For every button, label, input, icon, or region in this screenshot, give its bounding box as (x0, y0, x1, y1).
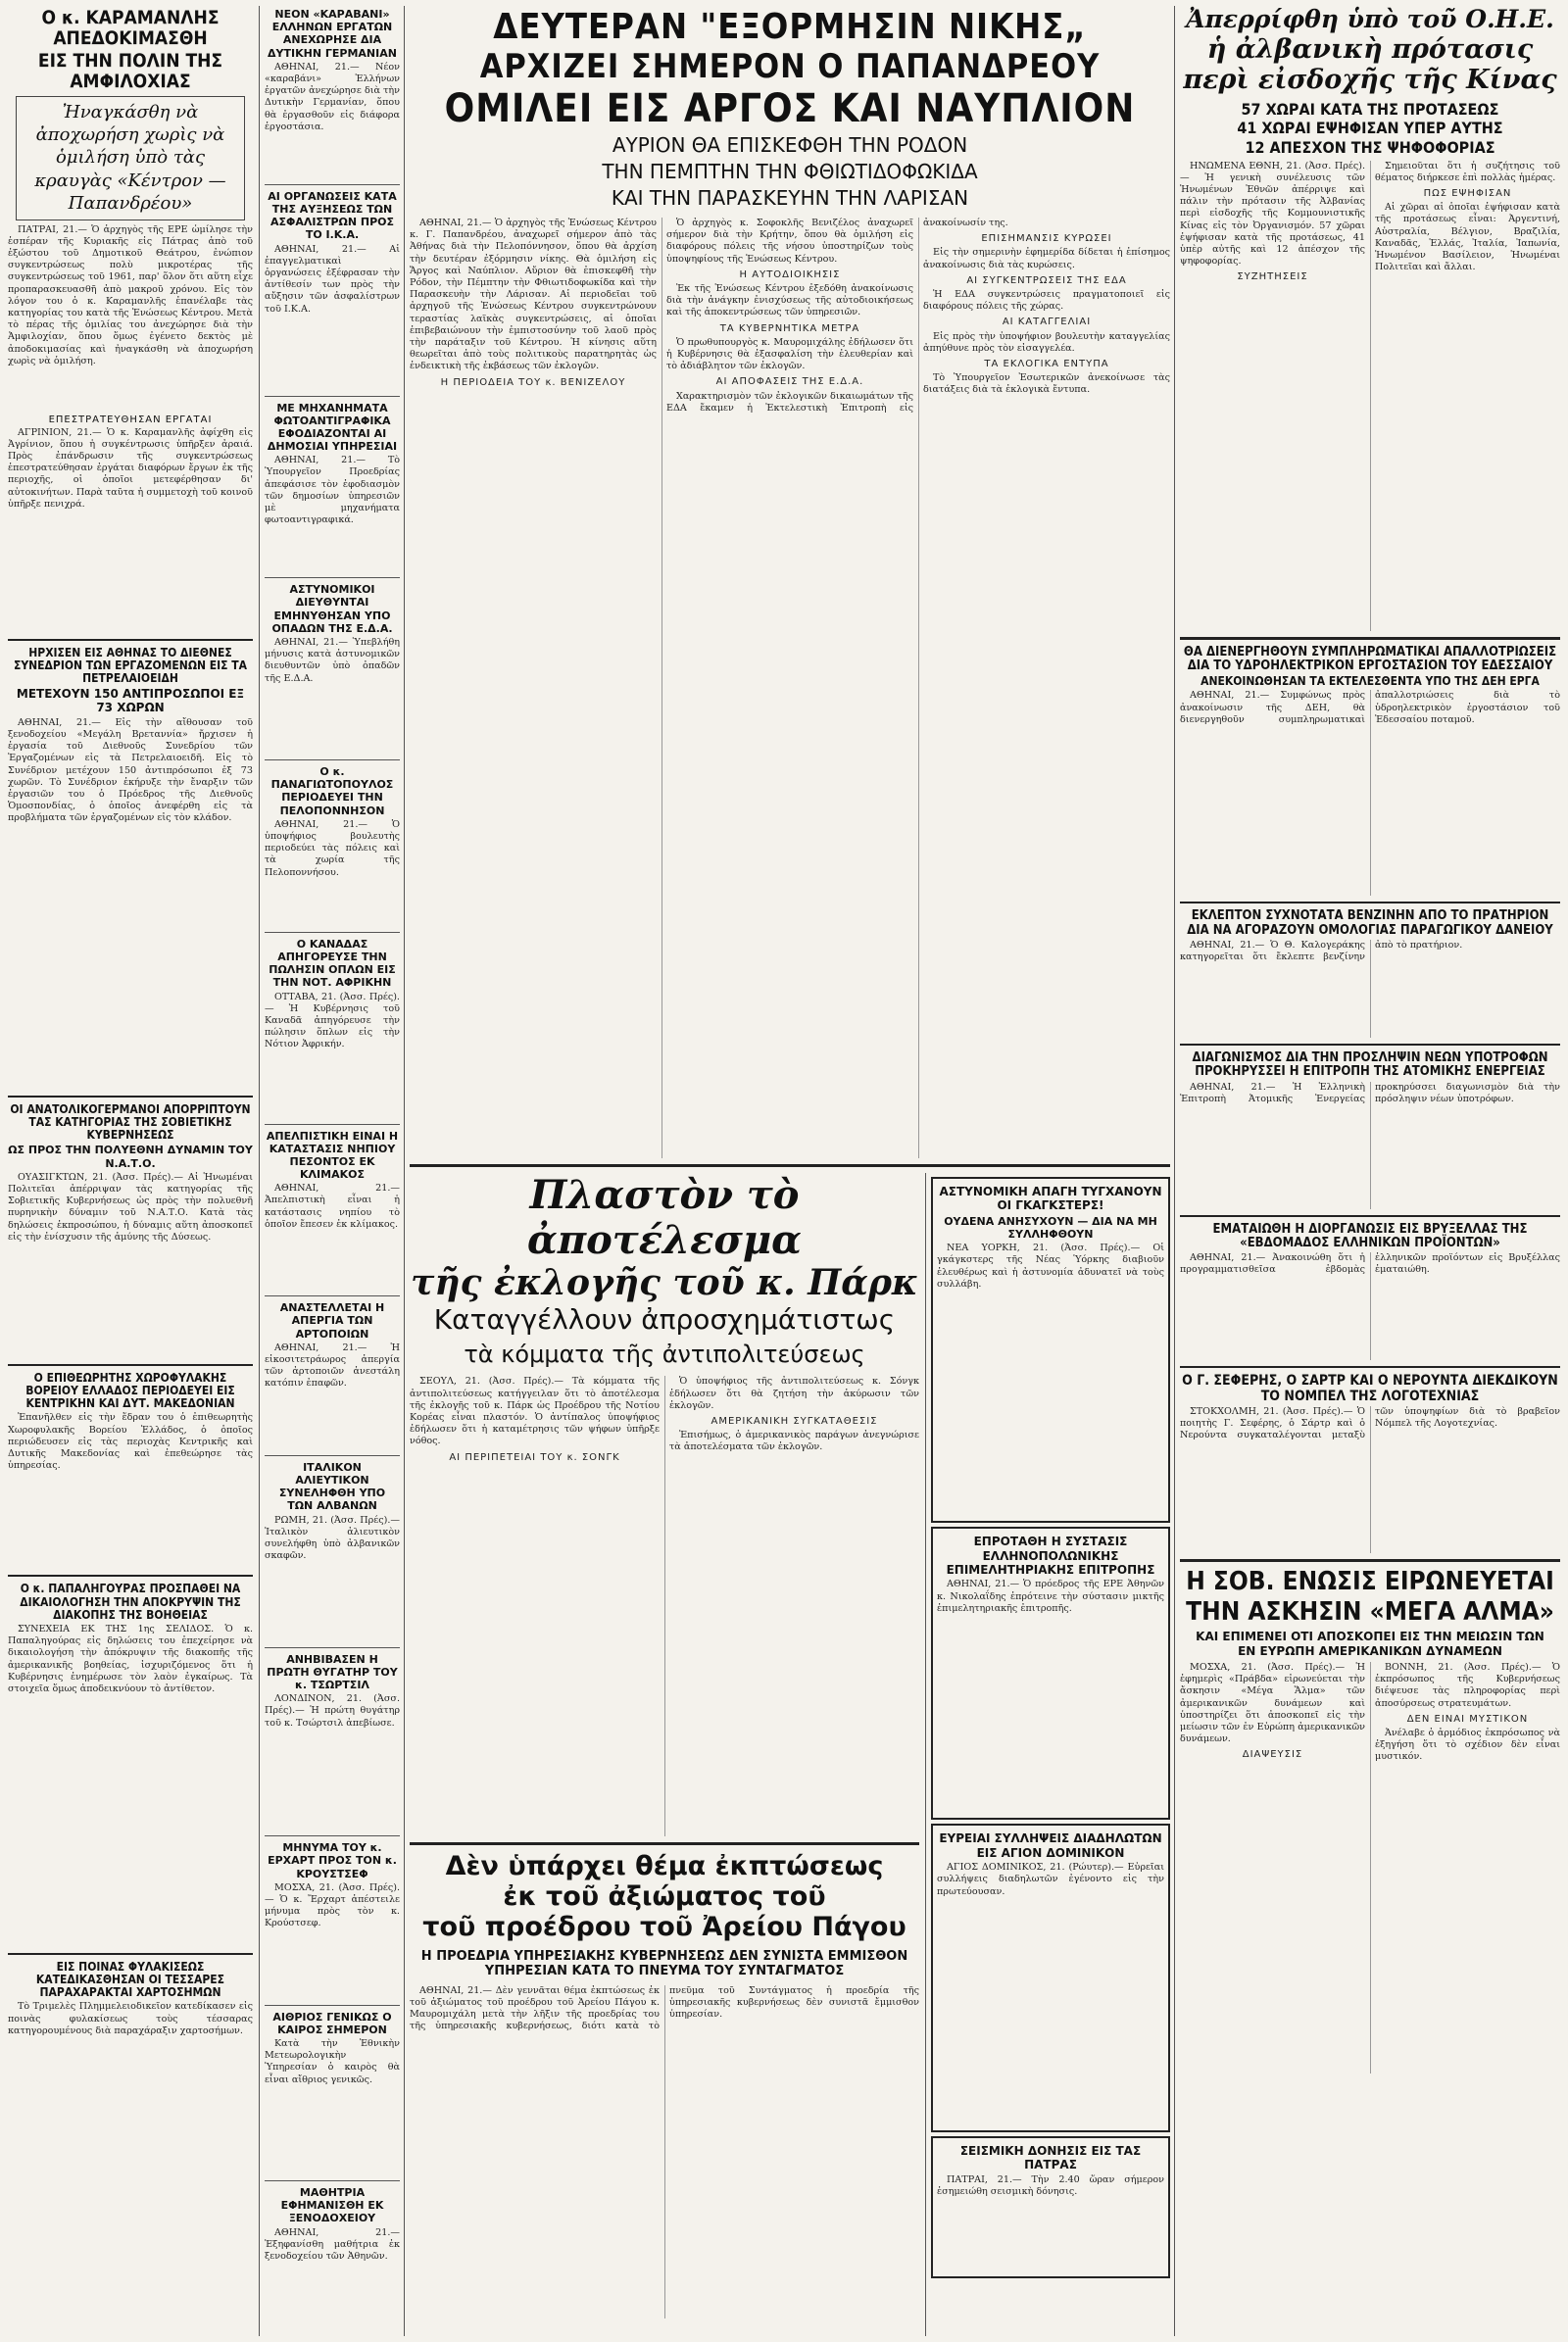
lead-article-papandreou (410, 8, 1170, 1158)
paragraph: ΑΘΗΝΑΙ, 21.— Ὁ ἀρχηγὸς τῆς Ἑνώσεως Κέντρου κ. Γ. Παπανδρέου, ἀναχωρεῖ σήμερον ἀπὸ τὰς Ἀθήνας διὰ τὴν Πελοπόννησον, ὅπου θὰ ἀρχίση τὴν δευτέραν ἐξόρμησιν νίκης. Θὰ ὁμιλήση εἰς Ἄργος καὶ Ναύπλιον. Αὔριον θὰ ἐπισκεφθῆ τὴν Ρόδον, τὴν Πέμπτην τὴν Φθιωτιδοφωκίδα καὶ τὴν Παρασκευὴν τὴν Λάρισαν. Αἱ περιοδεῖαι τοῦ ἀρχηγοῦ τῆς Ἑνώσεως Κέντρου συγκεντρώνουν τεραστίας λαϊκὰς συγκεντρώσεις, αἱ ὁποῖαι ἐπιβεβαιώνουν τὴν ἐμπιστοσύνην τοῦ λαοῦ πρὸς τὴν παράταξιν τοῦ Κέντρου. Ἡ κίνησις αὕτη θεωρεῖται ἀπὸ τοὺς πολιτικοὺς παρατηρητὰς ὡς ἐνδεικτικὴ τῆς ἐκβάσεως τῶν ἐκλογῶν. (410, 217, 657, 372)
article-papaligouras (8, 1583, 253, 1947)
headline: Πλαστὸν τὸ ἀποτέλεσμα (527, 1172, 802, 1263)
paragraph: ΣΕΟΥΛ, 21. (Ἀσσ. Πρές).— Τὰ κόμματα τῆς ἀντιπολιτεύσεως κατήγγειλαν ὅτι τὸ ἀποτέλεσμα τῆς ἐκλογῆς τοῦ κ. Πάρκ ὡς Προέδρου τῆς Νοτίου Κορέας εἶναι πλαστόν. Ὁ ἀντίπαλος ὑποψήφιος ἐδήλωσεν ὅτι ἡ καταμέτρησις τῶν ψήφων ὑπῆρξε νόθος. (410, 1376, 660, 1447)
subheading: ΑΙ ΣΥΓΚΕΝΤΡΩΣΕΙΣ ΤΗΣ ΕΔΑ (966, 274, 1127, 286)
paragraph: ΟΥΑΣΙΓΚΤΩΝ, 21. (Ἀσσ. Πρές).— Αἱ Ἡνωμέναι Πολιτεῖαι ἀπέρριψαν τὰς κατηγορίας τῆς Σοβιετικῆς Κυβερνήσεως ὡς πρὸς τὴν πολυεθνῆ πυρηνικὴν δύναμιν τοῦ Ν.Α.Τ.Ο. Κατὰ τὰς δηλώσεις ἐκπροσώπου, ἡ δύναμις αὕτη ἀποσκοπεῖ εἰς τὴν ἐνίσχυσιν τῆς ἀμύνης τῆς Δύσεως. (8, 1171, 253, 1243)
subheadline: ΑΥΡΙΟΝ ΘΑ ΕΠΙΣΚΕΦΘΗ ΤΗΝ ΡΟΔΟΝ (612, 132, 968, 157)
article-body (1180, 690, 1560, 896)
headline: ΣΕΙΣΜΙΚΗ ΔΟΝΗΣΙΣ ΕΙΣ ΤΑΣ ΠΑΤΡΑΣ (959, 2144, 1142, 2172)
paragraph: Ἐπισήμως, ὁ ἀμερικανικὸς παράγων ἀνεγνώρισε τὰ ἀποτελέσματα τῶν ἐκλογῶν. (669, 1430, 919, 1453)
headline: Η ΣΟΒ. ΕΝΩΣΙΣ ΕΙΡΩΝΕΥΕΤΑΙ (1186, 1566, 1554, 1596)
headline: ΕΙΣ ΠΟΙΝΑΣ ΦΥΛΑΚΙΣΕΩΣ ΚΑΤΕΔΙΚΑΣΘΗΣΑΝ ΟΙ ΤΕΣΣΑΡΕΣ ΠΑΡΑΧΑΡΑΚΤΑΙ ΧΑΡΤΟΣΗΜΩΝ (35, 1959, 225, 2000)
headline: Ο ΕΠΙΘΕΩΡΗΤΗΣ ΧΩΡΟΦΥΛΑΚΗΣ ΒΟΡΕΙΟΥ ΕΛΛΑΔΟΣ ΠΕΡΙΟΔΕΥΕΙ ΕΙΣ ΚΕΝΤΡΙΚΗΝ ΚΑΙ ΔΥΤ. ΜΑΚΕΔΟΝΙΑΝ (25, 1370, 235, 1411)
article-body (265, 1342, 400, 1450)
column-rule (1174, 6, 1175, 2336)
subheading: ΑΙ ΠΕΡΙΠΕΤΕΙΑΙ ΤΟΥ κ. ΣΟΝΓΚ (449, 1451, 620, 1463)
brief-canada (265, 938, 400, 1119)
subheading: Η ΑΥΤΟΔΙΟΙΚΗΣΙΣ (739, 268, 841, 280)
paragraph: Ἀνέλαβε ὁ ἀρμόδιος ἐκπρόσωπος νὰ ἐξηγήση ὅτι τὸ σχέδιον δὲν εἶναι μυστικόν. (1375, 1727, 1560, 1763)
headline: ΜΑΘΗΤΡΙΑ ΕΦΗΜΑΝΙΣΘΗ ΕΚ ΞΕΝΟΔΟΧΕΙΟΥ (280, 2186, 384, 2225)
article-body (410, 1376, 919, 1836)
brief-ika (265, 190, 400, 391)
article-body (265, 1183, 400, 1291)
headline: ΤΗΝ ΑΣΚΗΣΙΝ «ΜΕΓΑ ΑΛΜΑ» (1186, 1596, 1554, 1627)
paragraph: Εἰς τὴν σημερινὴν ἐφημερίδα δίδεται ἡ ἐπίσημος ἀνακοίνωσις διὰ τὰς κυρώσεις. (923, 247, 1170, 270)
brief-police-eda (265, 583, 400, 755)
paragraph: ΑΓΡΙΝΙΟΝ, 21.— Ὁ κ. Καραμανλῆς ἀφίχθη εἰς Ἀγρίνιον, ὅπου ἡ συγκέντρωσις ὑπῆρξεν ἀραιά. Πρὸς ἐπάνδρωσιν τῆς συγκεντρώσεως ἐπεστρατεύθησαν ἐργάται διαφόρων ἔργων ἐκ τῆς περιοχῆς, οἱ ὁποῖοι μετεφέρθησαν δι' αὐτοκινήτων. Παρὰ ταῦτα ἡ συμμετοχὴ τοῦ κοινοῦ ὑπῆρξε πενιχρά. (8, 426, 253, 510)
paragraph: ΑΘΗΝΑΙ, 21.— Ἡ Ἑλληνικὴ Ἐπιτροπὴ Ἀτομικῆς Ἐνεργείας προκηρύσσει διαγωνισμὸν διὰ τὴν πρόσληψιν νέων ὑποτρόφων. (1180, 1081, 1560, 1104)
article-body (265, 455, 400, 572)
paragraph: Ἐπανῆλθεν εἰς τὴν ἕδραν του ὁ ἐπιθεωρητὴς Χωροφυλακῆς Βορείου Ἑλλάδος, ὁ ὁποῖος περιώδευσεν εἰς τὰς περιοχὰς Κεντρικῆς καὶ Δυτικῆς Μακεδονίας καὶ ἐπεθεώρησε τὰς ὑπηρεσίας. (8, 1412, 253, 1472)
paragraph: ΑΘΗΝΑΙ, 21.— Ἀπελπιστικὴ εἶναι ἡ κατάστασις νηπίου τὸ ὁποῖον ἔπεσεν ἐκ κλίμακος. (265, 1183, 400, 1230)
column-rule (925, 1173, 926, 2336)
paragraph: ΣΥΝΕΧΕΙΑ ΕΚ ΤΗΣ 1ης ΣΕΛΙΔΟΣ. Ὁ κ. Παπαληγούρας εἰς δηλώσεις του ἐπεχείρησε νὰ δικαιολογήση τὴν ἀπόκρυψιν τῆς διακοπῆς τῆς ἀμερικανικῆς βοηθείας, ἰσχυριζόμενος ὅτι ἡ Κυβέρνησις ἐνημέρωσε τὸν λαὸν ἐγκαίρως. Τὰ στοιχεῖα ὅμως ἀποδεικνύουν τὸ ἀντίθετον. (8, 1623, 253, 1694)
article-body (265, 1693, 400, 1830)
article-body (8, 427, 253, 633)
paragraph: ΑΘΗΝΑΙ, 21.— Ἀνακοινώθη ὅτι ἡ προγραμματισθεῖσα ἑβδομὰς ἑλληνικῶν προϊόντων εἰς Βρυξέλλας ἐματαιώθη. (1180, 1252, 1560, 1276)
article-body (265, 2038, 400, 2175)
article-un-china (1180, 6, 1560, 631)
article-body (410, 1985, 919, 2318)
article-body (265, 819, 400, 927)
headline: ΜΕ ΜΗΧΑΝΗΜΑΤΑ ΦΩΤΟΑΝΤΙΓΡΑΦΙΚΑ ΕΦΟΔΙΑΖΟΝΤΑΙ ΑΙ ΔΗΜΟΣΙΑΙ ΥΠΗΡΕΣΙΑΙ (267, 401, 398, 454)
article-earthquake (931, 2136, 1170, 2278)
subheadline: ΜΕΤΕΧΟΥΝ 150 ΑΝΤΙΠΡΟΣΩΠΟΙ ΕΞ 73 ΧΩΡΩΝ (16, 687, 245, 715)
article-body (265, 2227, 400, 2336)
brief-fishing-boat (265, 1461, 400, 1642)
column-narrow (265, 6, 400, 2336)
article-body (265, 992, 400, 1119)
headline: ΟΙ ΑΝΑΤΟΛΙΚΟΓΕΡΜΑΝΟΙ ΑΠΟΡΡΙΠΤΟΥΝ ΤΑΣ ΚΑΤΗΓΟΡΙΑΣ ΤΗΣ ΣΟΒΙΕΤΙΚΗΣ ΚΥΒΕΡΝΗΣΕΩΣ (10, 1101, 251, 1143)
article-body (8, 2001, 253, 2119)
headline: ΜΗΝΥΜΑ ΤΟΥ κ. ΕΡΧΑΡΤ ΠΡΟΣ ΤΟΝ κ. ΚΡΟΥΣΤΣΕΦ (268, 1841, 397, 1880)
column-left (8, 6, 253, 2336)
article-body (1180, 1252, 1560, 1360)
paragraph: Κατὰ τὴν Ἐθνικὴν Μετεωρολογικὴν Ὑπηρεσίαν ὁ καιρὸς θὰ εἶναι αἴθριος γενικῶς. (265, 2038, 400, 2085)
paragraph: ΜΟΣΧΑ, 21. (Ἀσσ. Πρές).— Ἡ ἐφημερὶς «Πράβδα» εἰρωνεύεται τὴν ἄσκησιν «Μέγα Ἅλμα» τῶν ἀμερικανικῶν δυνάμεων καὶ ὑποστηρίζει ὅτι ἀποσκοπεῖ εἰς τὴν μείωσιν τῶν ἐν Εὐρώπη ἀμερικανικῶν δυνάμεων. (1180, 1661, 1365, 1745)
paragraph: Αἱ χῶραι αἱ ὁποῖαι ἐψήφισαν κατὰ τῆς προτάσεως εἶναι: Ἀργεντινή, Αὐστραλία, Βέλγιον, Βραζιλία, Καναδᾶς, Ἑλλάς, Ἰταλία, Ἰαπωνία, Ἡνωμένον Βασίλειον, Ἡνωμέναι Πολιτεῖαι καὶ ἄλλαι. (1375, 202, 1560, 273)
paragraph: Ἐκ τῆς Ἑνώσεως Κέντρου ἐξεδόθη ἀνακοίνωσις διὰ τὴν ἀνάγκην ἐνισχύσεως τῆς αὐτοδιοικήσεως καὶ τῆς ἀποκεντρώσεως τῶν ὑπηρεσιῶν. (666, 283, 913, 318)
subheading: ΑΙ ΚΑΤΑΓΓΕΛΙΑΙ (1002, 317, 1092, 328)
paragraph: ΒΟΝΝΗ, 21. (Ἀσσ. Πρές).— Ὁ ἐκπρόσωπος τῆς Κυβερνήσεως διέψευσε τὰς πληροφορίας περὶ ἀποσύρσεως στρατευμάτων. (1375, 1661, 1560, 1709)
headline: ΝΕΟΝ «ΚΑΡΑΒΑΝΙ» ΕΛΛΗΝΩΝ ΕΡΓΑΤΩΝ ΑΝΕΧΩΡΗΣΕ ΔΙΑ ΔΥΤΙΚΗΝ ΓΕΡΜΑΝΙΑΝ (268, 8, 397, 60)
article-park-election (410, 1173, 919, 1836)
headline: ΕΜΑΤΑΙΩΘΗ Η ΔΙΟΡΓΑΝΩΣΙΣ ΕΙΣ ΒΡΥΞΕΛΛΑΣ ΤΗΣ «ΕΒΔΟΜΑΔΟΣ ΕΛΛΗΝΙΚΩΝ ΠΡΟΪΟΝΤΩΝ» (1212, 1221, 1528, 1250)
banner-headline: ΟΜΙΛΕΙ ΕΙΣ ΑΡΓΟΣ ΚΑΙ ΝΑΥΠΛΙΟΝ (444, 85, 1136, 131)
subheadline: Η ΠΡΟΕΔΡΙΑ ΥΠΗΡΕΣΙΑΚΗΣ ΚΥΒΕΡΝΗΣΕΩΣ ΔΕΝ ΣΥΝΙΣΤΑ ΕΜΜΙΣΘΟΝ ΥΠΗΡΕΣΙΑΝ ΚΑΤΑ ΤΟ ΠΝΕΥΜΑ ΤΟΥ ΣΥΝΤΑΓΜΑΤΟΣ (420, 1948, 908, 1979)
article-dominican (931, 1824, 1170, 2132)
headline: Ο κ. ΠΑΝΑΓΙΩΤΟΠΟΥΛΟΣ ΠΕΡΙΟΔΕΥΕΙ ΤΗΝ ΠΕΛΟΠΟΝΝΗΣΟΝ (270, 765, 394, 817)
article-body (8, 1624, 253, 1947)
headline: ΕΙΣ ΤΗΝ ΠΟΛΙΝ ΤΗΣ ΑΜΦΙΛΟΧΙΑΣ (37, 49, 223, 92)
headline: ἐκ τοῦ ἀξιώματος τοῦ (503, 1881, 826, 1913)
headline: ἡ ἀλβανικὴ πρότασις (1206, 33, 1534, 65)
column-rule (259, 6, 260, 2336)
headline: ΑΣΤΥΝΟΜΙΚΗ ΑΠΑΓΗ ΤΥΓΧΑΝΟΥΝ ΟΙ ΓΚΑΓΚΣΤΕΡΣ! (939, 1184, 1162, 1213)
paragraph: ΝΕΑ ΥΟΡΚΗ, 21. (Ἀσσ. Πρές).— Οἱ γκάγκστερς τῆς Νέας Ὑόρκης διαβιοῦν ἐλευθέρως καὶ ἡ ἀστυνομία ἀδυνατεῖ νὰ τοὺς συλλάβη. (937, 1243, 1164, 1290)
headline: ΑΙ ΟΡΓΑΝΩΣΕΙΣ ΚΑΤΑ ΤΗΣ ΑΥΞΗΣΕΩΣ ΤΩΝ ΑΣΦΑΛΙΣΤΡΩΝ ΠΡΟΣ ΤΟ Ι.Κ.Α. (268, 189, 397, 242)
brief-infant (265, 1130, 400, 1292)
article-big-lift (1180, 1568, 1560, 2074)
paragraph: ΑΘΗΝΑΙ, 21.— Ὁ Θ. Καλογεράκης κατηγορεῖται ὅτι ἔκλεπτε βενζίνην ἀπὸ τὸ πρατήριον. (1180, 940, 1463, 963)
subheading: ΑΜΕΡΙΚΑΝΙΚΗ ΣΥΓΚΑΤΑΘΕΣΙΣ (710, 1415, 878, 1427)
headline: ΑΠΕΛΠΙΣΤΙΚΗ ΕΙΝΑΙ Η ΚΑΤΑΣΤΑΣΙΣ ΝΗΠΙΟΥ ΠΕΣΟΝΤΟΣ ΕΚ ΚΛΙΜΑΚΟΣ (266, 1129, 399, 1182)
brief-panagiotopoulos (265, 765, 400, 927)
paragraph: ΠΑΤΡΑΙ, 21.— Τὴν 2.40 ὥραν σήμερον ἐσημειώθη σεισμικὴ δόνησις. (937, 2173, 1164, 2198)
column-right (1180, 6, 1560, 2336)
brief-photocopiers (265, 402, 400, 573)
subheading: ΕΠΕΣΤΡΑΤΕΥΘΗΣΑΝ ΕΡΓΑΤΑΙ (48, 414, 213, 425)
article-nobel (1180, 1374, 1560, 1553)
paragraph: ΣΤΟΚΧΟΛΜΗ, 21. (Ἀσσ. Πρές).— Ὁ ποιητὴς Γ. Σεφέρης, ὁ Σάρτρ καὶ ὁ Νερούντα συγκαταλέγονται μεταξὺ τῶν ὑποψηφίων διὰ τὸ βραβεῖον Νόμπελ τῆς Λογοτεχνίας. (1180, 1405, 1560, 1441)
banner-headline: ΔΕΥΤΕΡΑΝ "ΕΞΟΡΜΗΣΙΝ ΝΙΚΗΣ„ (493, 7, 1087, 47)
paragraph: ΑΘΗΝΑΙ, 21.— Τὸ Ὑπουργεῖον Προεδρίας ἀπεφάσισε τὸν ἐφοδιασμὸν τῶν δημοσίων ὑπηρεσιῶν μὲ μηχανήματα φωτοαντιγραφικά. (265, 455, 400, 526)
brief-erhard (265, 1841, 400, 2000)
brief-student (265, 2186, 400, 2336)
article-areios-pagos (410, 1851, 919, 2318)
paragraph: ΠΑΤΡΑΙ, 21.— Ὁ ἀρχηγὸς τῆς ΕΡΕ ὡμίλησε τὴν ἑσπέραν τῆς Κυριακῆς εἰς Πάτρας ἀπὸ τοῦ ἐξώστου τοῦ Δημοτικοῦ Θεάτρου, ἐνώπιον συγκεντρώσεως πολὺ μικροτέρας τῆς συγκεντρώσεως τοῦ 1961, παρ' ὅλον ὅτι αὕτη εἶχε προπαρασκευασθῆ ἀπὸ μακροῦ χρόνου. Εἰς τὸν λόγον του ὁ κ. Καραμανλῆς ἐπανέλαβε τὰς κατηγορίας του κατὰ τῆς Ἑνώσεως Κέντρου. Μετὰ τὸ πέρας τῆς ὁμιλίας του ἀνεχώρησε διὰ τὴν Ἀμφιλοχίαν, ὅπου ὅμως ἐγένετο δεκτὸς μὲ ἀποδοκιμασίας καὶ ἠναγκάσθη νὰ ἀποχωρήση χωρὶς νὰ ὁμιλήση. (8, 223, 253, 366)
headline: ΑΣΤΥΝΟΜΙΚΟΙ ΔΙΕΥΘΥΝΤΑΙ ΕΜΗΝΥΘΗΣΑΝ ΥΠΟ ΟΠΑΔΩΝ ΤΗΣ Ε.Δ.Α. (271, 583, 393, 635)
article-body (8, 1172, 253, 1358)
paragraph: Ἡ ΕΔΑ συγκεντρώσεις πραγματοποιεῖ εἰς διαφόρους πόλεις τῆς χώρας. (923, 289, 1170, 313)
subheadline: 57 ΧΩΡΑΙ ΚΑΤΑ ΤΗΣ ΠΡΟΤΑΣΕΩΣ (1241, 99, 1499, 119)
headline: Ο Γ. ΣΕΦΕΡΗΣ, Ο ΣΑΡΤΡ ΚΑΙ Ο ΝΕΡΟΥΝΤΑ ΔΙΕΚΔΙΚΟΥΝ ΤΟ ΝΟΜΠΕΛ ΤΗΣ ΛΟΓΟΤΕΧΝΙΑΣ (1182, 1373, 1558, 1404)
paragraph: Τὸ Τριμελὲς Πλημμελειοδικεῖον κατεδίκασεν εἰς ποινὰς φυλακίσεως τοὺς τέσσαρας κατηγορουμένους διὰ παραχάραξιν χαρτοσήμων. (8, 2001, 253, 2036)
paragraph: ΗΝΩΜΕΝΑ ΕΘΝΗ, 21. (Ἀσσ. Πρές).— Ἡ γενικὴ συνέλευσις τῶν Ἡνωμένων Ἐθνῶν ἀπέρριψε καὶ πάλιν τὴν πρότασιν τῆς Ἀλβανίας περὶ εἰσδοχῆς τῆς Κομμουνιστικῆς Κίνας εἰς τὸν Ὀργανισμόν. 57 χῶραι ἐψήφισαν κατὰ τῆς προτάσεως, 41 ὑπὲρ αὐτῆς καὶ 12 ἀπέσχον τῆς ψηφοφορίας. (1180, 160, 1365, 268)
paragraph: Ὁ πρωθυπουργὸς κ. Μαυρομιχάλης ἐδήλωσεν ὅτι ἡ Κυβέρνησις θὰ ἐξασφαλίση τὴν ἐλευθερίαν καὶ τὸ ἀδιάβλητον τῶν ἐκλογῶν. (666, 336, 913, 372)
article-body (265, 1515, 400, 1642)
paragraph: Ὁ ἀρχηγὸς κ. Σοφοκλῆς Βενιζέλος ἀναχωρεῖ σήμερον διὰ τὴν Κρήτην, ὅπου θὰ ὁμιλήση εἰς διαφόρους πόλεις τῆς νήσου ὑποστηρίζων τοὺς ὑποψηφίους τῆς Ἑνώσεως Κέντρου. (666, 217, 913, 265)
banner-headline: ΑΡΧΙΖΕΙ ΣΗΜΕΡΟΝ Ο ΠΑΠΑΝΔΡΕΟΥ (479, 46, 1101, 86)
headline: ΗΡΧΙΣΕΝ ΕΙΣ ΑΘΗΝΑΣ ΤΟ ΔΙΕΘΝΕΣ ΣΥΝΕΔΡΙΟΝ ΤΩΝ ΕΡΓΑΖΟΜΕΝΩΝ ΕΙΣ ΤΑ ΠΕΤΡΕΛΑΙΟΕΙΔΗ (13, 645, 248, 685)
headline: ΑΝΗΒΙΒΑΣΕΝ Η ΠΡΩΤΗ ΘΥΓΑΤΗΡ ΤΟΥ κ. ΤΣΩΡΤΣΙΛ (267, 1652, 398, 1691)
article-body (1180, 1082, 1560, 1209)
subheadline: ΟΥΔΕΝΑ ΑΝΗΣΥΧΟΥΝ — ΔΙΑ ΝΑ ΜΗ ΣΥΛΛΗΦΘΟΥΝ (944, 1214, 1157, 1241)
paragraph: Χαρακτηρισμὸν τῶν ἐκλογικῶν δικαιωμάτων τῆς ΕΔΑ ἔκαμεν ἡ Ἐκτελεστικὴ Ἐπιτροπὴ εἰς ἀνακοίνωσίν της. (666, 217, 1008, 414)
headline: Ἀπερρίφθη ὑπὸ τοῦ Ο.Η.Ε. (1186, 6, 1554, 33)
subheadline: Καταγγέλλουν ἀπροσχημάτιστως (433, 1303, 896, 1337)
subheading: ΤΑ ΕΚΛΟΓΙΚΑ ΕΝΤΥΠΑ (984, 359, 1109, 370)
subheadline: 12 ΑΠΕΣΧΟΝ ΤΗΣ ΨΗΦΟΦΟΡΙΑΣ (1245, 138, 1495, 158)
headline: τῆς ἐκλογῆς τοῦ κ. Πάρκ (411, 1261, 918, 1303)
article-body (410, 218, 1170, 1158)
paragraph: ΑΘΗΝΑΙ, 21.— Ὁ πρόεδρος τῆς ΕΡΕ Ἀθηνῶν κ. Νικολαΐδης ἐπρότεινε τὴν σύστασιν μικτῆς ἐπιμελητηριακῆς ἐπιτροπῆς. (937, 1579, 1164, 1614)
article-body (1180, 161, 1560, 631)
paragraph: ΟΤΤΑΒΑ, 21. (Ἀσσ. Πρές).— Ἡ Κυβέρνησις τοῦ Καναδᾶ ἀπηγόρευσε τὴν πώλησιν ὅπλων εἰς τὴν Νότιον Ἀφρικήν. (265, 991, 400, 1050)
paragraph: Εἰς πρὸς τὴν ὑποψήφιον βουλευτὴν καταγγελίας ἀπηύθυνε πρὸς τὸν εἰσαγγελέα. (923, 330, 1170, 354)
article-body (265, 1882, 400, 2000)
headline: ΑΝΑΣΤΕΛΛΕΤΑΙ Η ΑΠΕΡΓΙΑ ΤΩΝ ΑΡΤΟΠΟΙΩΝ (279, 1301, 385, 1341)
article-gendarmerie (8, 1372, 253, 1570)
subheadline: 41 ΧΩΡΑΙ ΕΨΗΦΙΣΑΝ ΥΠΕΡ ΑΥΤΗΣ (1237, 119, 1503, 138)
article-polish-chamber (931, 1527, 1170, 1820)
paragraph: ΜΟΣΧΑ, 21. (Ἀσσ. Πρές).— Ὁ κ. Ἔρχαρτ ἀπέστειλε μήνυμα πρὸς τὸν κ. Κρούστσεφ. (265, 1881, 400, 1929)
paragraph: ΑΘΗΝΑΙ, 21.— Ἡ εἰκοσιτετράωρος ἀπεργία τῶν ἀρτοποιῶν ἀνεστάλη κατόπιν ἐπαφῶν. (265, 1342, 400, 1390)
paragraph: ΑΘΗΝΑΙ, 21.— Εἰς τὴν αἴθουσαν τοῦ ξενοδοχείου «Μεγάλη Βρεταννία» ἤρχισεν ἡ ἐργασία τοῦ Διεθνοῦς Συνεδρίου τῶν Ἐργαζομένων εἰς τὰ Πετρελαιοειδῆ. Εἰς τὸ Συνέδριον μετέχουν 150 ἀντιπρόσωποι ἐξ 73 χωρῶν. Τὸ Συνέδριον ἐκήρυξε τὴν ἔναρξιν τῶν ἐργασιῶν του ὁ Πρόεδρος τῆς Διεθνοῦς Ὁμοσπονδίας, ὁ ὁποῖος ἀνεφέρθη εἰς τὰ προβλήματα τῶν ἐργαζομένων εἰς τὸν κλάδον. (8, 716, 253, 824)
subheadline: τὰ κόμματα τῆς ἀντιπολιτεύσεως (464, 1341, 865, 1369)
headline: περὶ εἰσδοχῆς τῆς Κίνας (1183, 64, 1557, 95)
article-body (1180, 1662, 1560, 2074)
subheading: ΑΙ ΑΠΟΦΑΣΕΙΣ ΤΗΣ Ε.Δ.Α. (715, 376, 864, 388)
article-body (937, 1243, 1164, 1517)
article-body (1180, 1406, 1560, 1553)
article-gangsters (931, 1177, 1170, 1523)
paragraph: ΛΟΝΔΙΝΟΝ, 21. (Ἀσσ. Πρές).— Ἡ πρώτη θυγάτηρ τοῦ κ. Τσώρτσιλ ἀπεβίωσε. (265, 1693, 400, 1729)
subheadline: ΤΗΝ ΠΕΜΠΤΗΝ ΤΗΝ ΦΘΙΩΤΙΔΟΦΩΚΙΔΑ (602, 159, 978, 183)
headline: ΙΤΑΛΙΚΟΝ ΑΛΙΕΥΤΙΚΟΝ ΣΥΝΕΛΗΦΘΗ ΥΠΟ ΤΩΝ ΑΛΒΑΝΩΝ (278, 1460, 386, 1513)
paragraph: ΑΓΙΟΣ ΔΟΜΙΝΙΚΟΣ, 21. (Ρώυτερ).— Εὐρεῖαι συλλήψεις διαδηλωτῶν ἐγένοντο εἰς τὴν πρωτεύουσαν. (937, 1862, 1164, 1897)
brief-workers-germany (265, 8, 400, 179)
headline: Ο κ. ΚΑΡΑΜΑΝΛΗΣ ΑΠΕΔΟΚΙΜΑΣΘΗ (41, 7, 220, 49)
article-oil-congress (8, 647, 253, 1090)
article-body (8, 717, 253, 1090)
article-body (937, 1862, 1164, 2126)
brief-churchill (265, 1653, 400, 1831)
headline: ΕΥΡΕΙΑΙ ΣΥΛΛΗΨΕΙΣ ΔΙΑΔΗΛΩΤΩΝ ΕΙΣ ΑΓΙΟΝ ΔΟΜΙΝΙΚΟΝ (939, 1831, 1162, 1860)
brief-weather (265, 2011, 400, 2175)
article-body (1180, 940, 1560, 1038)
newspaper-page (8, 6, 1560, 2336)
headline: ΘΑ ΔΙΕΝΕΡΓΗΘΟΥΝ ΣΥΜΠΛΗΡΩΜΑΤΙΚΑΙ ΑΠΑΛΛΟΤΡΙΩΣΕΙΣ ΔΙΑ ΤΟ ΥΔΡΟΗΛΕΚΤΡΙΚΟΝ ΕΡΓΟΣΤΑΣΙΟΝ ΤΟΥ ΕΔΕΣΣΑΙΟΥ (1183, 644, 1557, 673)
lead-article-karamanlis (8, 8, 253, 633)
lower-center-right (931, 1173, 1170, 2336)
article-atomic-energy (1180, 1051, 1560, 1209)
article-body (937, 1579, 1164, 1814)
headline: τοῦ προέδρου τοῦ Ἀρείου Πάγου (422, 1912, 906, 1943)
lower-center (410, 1173, 1170, 2336)
subheading: ΣΥΖΗΤΗΣΕΙΣ (1237, 271, 1308, 283)
headline: ΕΠΡΟΤΑΘΗ Η ΣΥΣΤΑΣΙΣ ΕΛΛΗΝΟΠΟΛΩΝΙΚΗΣ ΕΠΙΜΕΛΗΤΗΡΙΑΚΗΣ ΕΠΙΤΡΟΠΗΣ (946, 1535, 1155, 1577)
subheading: ΔΙΑΨΕΥΣΙΣ (1242, 1749, 1303, 1761)
paragraph: Τὸ Ὑπουργεῖον Ἐσωτερικῶν ἀνεκοίνωσε τὰς διατάξεις διὰ τὰ ἐκλογικὰ ἔντυπα. (923, 372, 1170, 396)
subheading: ΕΠΙΣΗΜΑΝΣΙΣ ΚΥΡΩΣΕΙ (981, 233, 1112, 245)
article-dei-edessaios (1180, 646, 1560, 897)
lower-center-left (410, 1173, 919, 2336)
brief-bakers (265, 1301, 400, 1450)
article-body (265, 637, 400, 755)
headline: ΕΚΛΕΠΤΟΝ ΣΥΧΝΟΤΑΤΑ ΒΕΝΖΙΝΗΝ ΑΠΟ ΤΟ ΠΡΑΤΗΡΙΟΝ ΔΙΑ ΝΑ ΑΓΟΡΑΖΟΥΝ ΟΜΟΛΟΓΙΑΣ ΠΑΡΑΓΩΓΙΚΟΥ ΔΑΝΕΙΟΥ (1187, 908, 1553, 938)
headline: ΑΙΘΡΙΟΣ ΓΕΝΙΚΩΣ Ο ΚΑΙΡΟΣ ΣΗΜΕΡΟΝ (272, 2010, 392, 2036)
subheading: ΤΑ ΚΥΒΕΡΝΗΤΙΚΑ ΜΕΤΡΑ (719, 322, 860, 334)
paragraph: ΑΘΗΝΑΙ, 21.— Ὑπεβλήθη μήνυσις κατὰ ἀστυνομικῶν διευθυντῶν ὑπὸ ὀπαδῶν τῆς Ε.Δ.Α. (265, 637, 400, 684)
subheading: ΠΩΣ ΕΨΗΦΙΣΑΝ (1423, 188, 1512, 200)
article-body (265, 244, 400, 391)
paragraph: ΑΘΗΝΑΙ, 21.— Αἱ ἐπαγγελματικαὶ ὀργανώσεις ἐξέφρασαν τὴν ἀντίθεσίν των πρὸς τὴν αὔξησιν τῶν ἀσφαλίστρων τοῦ Ι.Κ.Α. (265, 243, 400, 315)
subheadline: ΑΝΕΚΟΙΝΩΘΗΣΑΝ ΤΑ ΕΚΤΕΛΕΣΘΕΝΤΑ ΥΠΟ ΤΗΣ ΔΕΗ ΕΡΓΑ (1200, 674, 1540, 689)
column-center (410, 6, 1170, 2336)
subheadline: ΚΑΙ ΕΠΙΜΕΝΕΙ ΟΤΙ ΑΠΟΣΚΟΠΕΙ ΕΙΣ ΤΗΝ ΜΕΙΩΣΙΝ ΤΩΝ ΕΝ ΕΥΡΩΠΗ ΑΜΕΡΙΚΑΝΙΚΩΝ ΔΥΝΑΜΕΩΝ (1196, 1630, 1544, 1658)
article-body (8, 224, 253, 411)
headline: Δὲν ὑπάρχει θέμα ἐκπτώσεως (445, 1851, 884, 1882)
article-body (8, 1412, 253, 1569)
subheading: ΔΕΝ ΕΙΝΑΙ ΜΥΣΤΙΚΟΝ (1406, 1713, 1529, 1725)
paragraph: ΑΘΗΝΑΙ, 21.— Δὲν γεννᾶται θέμα ἐκπτώσεως ἐκ τοῦ ἀξιώματος τοῦ προέδρου τοῦ Ἀρείου Πάγου κ. Μαυρομιχάλη μετὰ τὴν λῆξιν τῆς προεδρίας του τῆς ὑπηρεσιακῆς κυβερνήσεως, διότι κατὰ τὸ πνεῦμα τοῦ Συντάγματος ἡ προεδρία τῆς ὑπηρεσιακῆς κυβερνήσεως δὲν συνιστᾶ ἔμμισθον ὑπηρεσίαν. (410, 1984, 919, 2032)
article-forgers (8, 1961, 253, 2120)
subheading: Η ΠΕΡΙΟΔΕΙΑ ΤΟΥ κ. ΒΕΝΙΖΕΛΟΥ (440, 376, 626, 388)
headline: Ο κ. ΠΑΠΑΛΗΓΟΥΡΑΣ ΠΡΟΣΠΑΘΕΙ ΝΑ ΔΙΚΑΙΟΛΟΓΗΣΗ ΤΗΝ ΑΠΟΚΡΥΨΙΝ ΤΗΣ ΔΙΑΚΟΠΗΣ ΤΗΣ ΒΟΗΘΕΙΑΣ (20, 1582, 241, 1622)
subheadline: ΩΣ ΠΡΟΣ ΤΗΝ ΠΟΛΥΕΘΝΗ ΔΥΝΑΜΙΝ ΤΟΥ Ν.Α.Τ.Ο. (8, 1144, 253, 1170)
paragraph: ΑΘΗΝΑΙ, 21.— Ὁ ὑποψήφιος βουλευτὴς περιοδεύει τὰς πόλεις καὶ τὰ χωρία τῆς Πελοποννήσου. (265, 818, 400, 878)
subheadline: ΚΑΙ ΤΗΝ ΠΑΡΑΣΚΕΥΗΝ ΤΗΝ ΛΑΡΙΣΑΝ (611, 185, 969, 210)
paragraph: ΡΩΜΗ, 21. (Ἀσσ. Πρές).— Ἰταλικὸν ἁλιευτικὸν συνελήφθη ὑπὸ ἀλβανικῶν σκαφῶν. (265, 1514, 400, 1562)
headline: Ο ΚΑΝΑΔΑΣ ΑΠΗΓΟΡΕΥΣΕ ΤΗΝ ΠΩΛΗΣΙΝ ΟΠΛΩΝ ΕΙΣ ΤΗΝ ΝΟΤ. ΑΦΡΙΚΗΝ (269, 937, 396, 990)
column-rule (404, 6, 405, 2336)
article-brussels-week (1180, 1223, 1560, 1361)
article-body (265, 62, 400, 179)
deck: Ἠναγκάσθη νὰ ἀποχωρήση χωρὶς νὰ ὁμιλήση ὑπὸ τὰς κραυγὰς «Κέντρον — Παπανδρέου» (16, 96, 245, 220)
article-east-germans (8, 1103, 253, 1358)
paragraph: ΑΘΗΝΑΙ, 21.— Νέον «καραβάνι» Ἑλλήνων ἐργατῶν ἀνεχώρησε διὰ τὴν Δυτικὴν Γερμανίαν, ὅπου θὰ ἐργασθοῦν εἰς διάφορα ἐργοστάσια. (265, 61, 400, 132)
paragraph: Ὁ ὑποψήφιος τῆς ἀντιπολιτεύσεως κ. Σόνγκ ἐδήλωσεν ὅτι θὰ ζητήση τὴν ἀκύρωσιν τῶν ἐκλογῶν. (669, 1376, 919, 1411)
article-petrol-theft (1180, 909, 1560, 1038)
article-body (937, 2174, 1164, 2272)
headline: ΔΙΑΓΩΝΙΣΜΟΣ ΔΙΑ ΤΗΝ ΠΡΟΣΛΗΨΙΝ ΝΕΩΝ ΥΠΟΤΡΟΦΩΝ ΠΡΟΚΗΡΥΣΣΕΙ Η ΕΠΙΤΡΟΠΗ ΤΗΣ ΑΤΟΜΙΚΗΣ ΕΝΕΡΓΕΙΑΣ (1192, 1050, 1548, 1080)
paragraph: Σημειοῦται ὅτι ἡ συζήτησις τοῦ θέματος διήρκεσε ἐπὶ πολλὰς ἡμέρας. (1375, 160, 1560, 183)
paragraph: ΑΘΗΝΑΙ, 21.— Ἐξηφανίσθη μαθήτρια ἐκ ξενοδοχείου τῶν Ἀθηνῶν. (265, 2226, 400, 2263)
paragraph: ΑΘΗΝΑΙ, 21.— Συμφώνως πρὸς ἀνακοίνωσιν τῆς ΔΕΗ, θὰ διενεργηθοῦν συμπληρωματικαὶ ἀπαλλοτριώσεις διὰ τὸ ὑδροηλεκτρικὸν ἐργοστάσιον τοῦ Ἐδεσσαίου ποταμοῦ. (1180, 690, 1560, 725)
